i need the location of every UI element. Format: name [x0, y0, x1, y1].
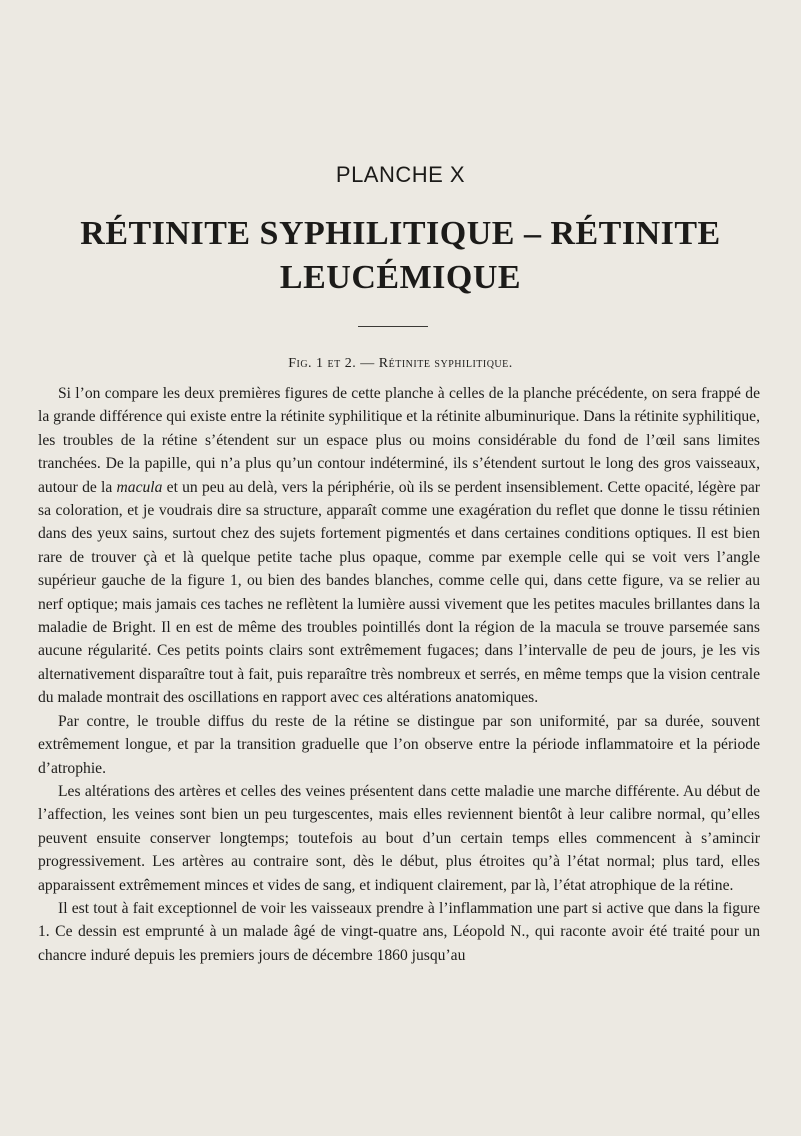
- paragraph-1: [38, 382, 760, 710]
- body-text: [38, 382, 760, 967]
- paragraph-1-part-b: et un peu au delà, vers la périphérie, où ils se perdent insensiblement. Cette opacité, légère par sa coloration, et je voudrais dire sa structure, apparaît comme une exagération du reflet que donne le tissu rétinien dans des yeux sains, surtout chez des sujets fortement pigmentés et dans certaines conditions optiques. Il est bien rare de trouver çà et là quelque petite tache plus opaque, comme par exemple celle qui se voit vers l’angle supérieur gauche de la figure 1, ou bien des bandes blanches, comme celle qui, dans cette figure, va se relier au nerf optique; mais jamais ces taches ne reflètent la lumière aussi vivement que les petites macules brillantes dans la maladie de Bright. Il en est de même des troubles pointillés dont la région de la macula se trouve parsemée sans aucune régularité. Ces petits points clairs sont extrêmement fugaces; dans l’intervalle de peu de jours, je les vis alternativement disparaître tout à fait, puis reparaître très nombreux et serrés, en même temps que la vision centrale du malade montrait des oscillations en rapport avec ces altérations anatomiques.: [38, 478, 760, 707]
- title-line-2: LEUCÉMIQUE: [279, 259, 522, 296]
- paragraph-4: Il est tout à fait exceptionnel de voir les vaisseaux prendre à l’inflammation une part si active que dans la figure 1. Ce dessin est emprunté à un malade âgé de vingt-quatre ans, Léopold N., qui raconte avoir été traité pour un chancre induré depuis les premiers jours de décembre 1860 jusqu’au: [38, 899, 760, 964]
- paragraph-1-part-a: Si l’on compare les deux premières figures de cette planche à celles de la planche précédente, on sera frappé de la grande différence qui existe entre la rétinite syphilitique et la rétinite albuminurique. Dans la rétinite syphilitique, les troubles de la rétine s’étendent sur un espace plus ou moins considérable du fond de l’œil sans limites tranchées. De la papille, qui n’a plus qu’un contour indéterminé, ils s’étendent surtout le long des gros vaisseaux, autour de la: [38, 385, 760, 496]
- plate-number: PLANCHE X: [335, 162, 466, 187]
- divider: [358, 326, 428, 327]
- figure-caption-subject: Rétinite syphilitique.: [378, 356, 513, 371]
- paragraph-3: Les altérations des artères et celles des veines présentent dans cette maladie une marche différente. Au début de l’affection, les veines sont bien un peu turgescentes, mais elles reviennent bientôt à leur calibre normal, qu’elles peuvent ensuite conserver longtemps; toutefois au bout d’un certain temps elles commencent à s’amincir progressivement. Les artères au contraire sont, dès le début, plus étroites qu’à l’état normal; plus tard, elles apparaissent extrêmement minces et vides de sang, et indiquent clairement, par là, l’état atrophique de la rétine.: [38, 782, 760, 894]
- figure-caption-dash: —: [356, 356, 379, 371]
- page-title: [0, 212, 801, 300]
- paragraph-1-emphasis: macula: [116, 478, 163, 496]
- paragraph-2: Par contre, le trouble diffus du reste de la rétine se distingue par son uniformité, par sa durée, souvent extrêmement longue, et par la transition graduelle que l’on observe entre la période inflammatoire et la période d’atrophie.: [38, 712, 760, 777]
- figure-caption: [0, 356, 801, 372]
- figure-caption-prefix: Fig. 1 et 2.: [288, 356, 357, 371]
- title-line-1: RÉTINITE SYPHILITIQUE – RÉTINITE: [80, 215, 721, 252]
